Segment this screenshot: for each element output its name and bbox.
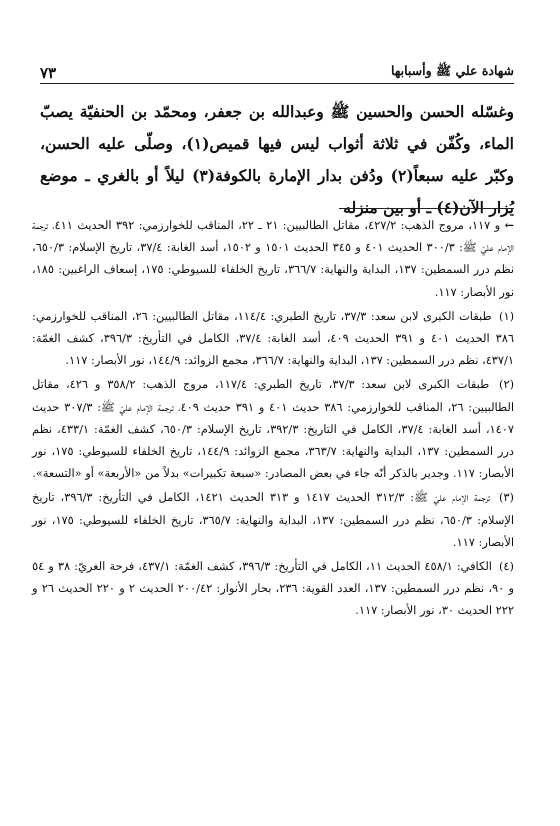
footnote-text: طبقات الكبرى لابن سعد: ٣٧/٣، تاريخ الطبري: ١١٤/٤، مقاتل الطالبيين: ٢٦، المناقب للخوارزمي: ٣٨٦ الحديث ٤٠١ و ٣٩١ الحديث ٤٠٩، أسد الغابة: ٣٧/٤، الكامل في التأريخ: ٣٩٦/٣، كشف الغمّة: ٤٣٧/١، نظم درر السمطين: ١٣٧، البداية والنهاية: ٣٦٦/٧، مجمع الزوائد: ١٤٤/٩، نور الأبصار: ١١٧. bbox=[32, 308, 514, 368]
footnote-text: الكافي: ٤٥٨/١ الحديث ١١، الكامل في التأريخ: ٣٩٦/٣، كشف الغمّة: ٤٣٧/١، فرحة الغريّ: ٣٨ و ٥٤ و ٩٠، نظم درر السمطين: ١٣٧، العدد القوية: ٢٣٦، بحار الأنوار: ٢٠٠/٤٢ الحديث ٢ و ٢٢٠ الحديث ٢٦ و ٢٢٢ الحديث ٣٠، نور الأبصار: ١١٧. bbox=[32, 559, 514, 618]
footnote-text: طبقات الكبرى لابن سعد: ٣٧/٣، تاريخ الطبري: ١١٧/٤، مروج الذهب: ٣٥٨/٢ و ٤٢٦، مقاتل الطالبيين: ٢٦، المناقب للخوارزمي: ٣٨٦ حديث ٤٠١ و ٣٩١ حديث ٤٠٩، ترجمة الإمام عليّ ﷺ: ٣٠٧/٣ حديث ١٤٠٧، أسد الغابة: ٣٧/٤، الكامل في التاريخ: ٣٩٢/٣، تاريخ الإسلام: ٦٥٠/٣، كشف الغمّة: ٤٣٣/١، نظم درر السمطين: ١٣٧، البداية والنهاية: ٣٦٣/٧، مجمع الزوائد: ١٤٤/٩، تاريخ الخلفاء للسيوطي: ١٧٥، نور الأبصار: ١١٧. وجدير بالذكر أنّه جاء في بعض المصادر: «سبعة تكبيرات» بدلاً من «الأربعة» أو «التسعة». bbox=[32, 377, 514, 481]
footnote-1 bbox=[32, 305, 514, 372]
footnote-separator bbox=[339, 208, 514, 209]
main-paragraph: وغسّله الحسن والحسين ﷺ وعبدالله بن جعفر، ومحمّد بن الحنفيّة يصبّ الماء، وكُفّن في ثلاثة أثواب ليس فيها قميص(١)، وصلّى عليه الحسن، وكبّر عليه سبعاً(٢) ودُفن بدار الإمارة بالكوفة(٣) ليلاً أو بالغري ـ موضع يُزار الآن(٤) ـ أو بين منزله bbox=[40, 102, 514, 217]
header-rule bbox=[40, 83, 514, 84]
footnote-2 bbox=[32, 373, 514, 484]
footnote-number: (٤) bbox=[498, 559, 514, 574]
footnote-number: (٢) bbox=[498, 377, 515, 392]
footnote-3 bbox=[32, 486, 514, 553]
footnote-4 bbox=[32, 555, 514, 622]
running-header bbox=[40, 62, 514, 82]
footnotes bbox=[32, 214, 514, 624]
footnote-continuation bbox=[32, 214, 514, 303]
main-text bbox=[40, 96, 514, 224]
footnote-text: و ١١٧، مروج الذهب: ٤٢٧/٢، مقاتل الطالبيين: ٢١ ـ ٢٢، المناقب للخوارزمي: ٣٩٢ الحديث ٤١١، ترجمة الإمام عليّ ﷺ: ٣٠٠/٣ الحديث ٤٠١ و ٣٤٥ الحديث ١٥٠١ و ١٥٠٢، أسد الغابة: ٣٧/٤، تاريخ الإسلام: ٦٥٠/٣، نظم درر السمطين: ١٣٧، البداية والنهاية: ٣٦٦/٧، تاريخ الخلفاء للسيوطي: ١٧٥، إسعاف الراغبين: ١٨٥، نور الأبصار: ١١٧. bbox=[32, 218, 514, 299]
continuation-arrow-icon: ← bbox=[504, 218, 514, 232]
header-title: شهادة علي ﷺ وأسبابها bbox=[391, 63, 514, 78]
footnote-number: (١) bbox=[498, 308, 515, 323]
footnote-text: ترجمة الإمام عليّ ﷺ: ٣١٢/٣ الحديث ١٤١٧ و ٣١٣ الحديث ١٤٢١، الكامل في التأريخ: ٣٩٦/٣، تاريخ الإسلام: ٦٥٠/٣، نظم درر السمطين: ١٣٧، البداية والنهاية: ٣٦٥/٧، تاريخ الخلفاء للسيوطي: ١٧٥، نور الأبصار: ١١٧. bbox=[32, 490, 515, 549]
page-number: ٧٣ bbox=[40, 64, 57, 82]
footnote-number: (٣) bbox=[498, 490, 514, 505]
